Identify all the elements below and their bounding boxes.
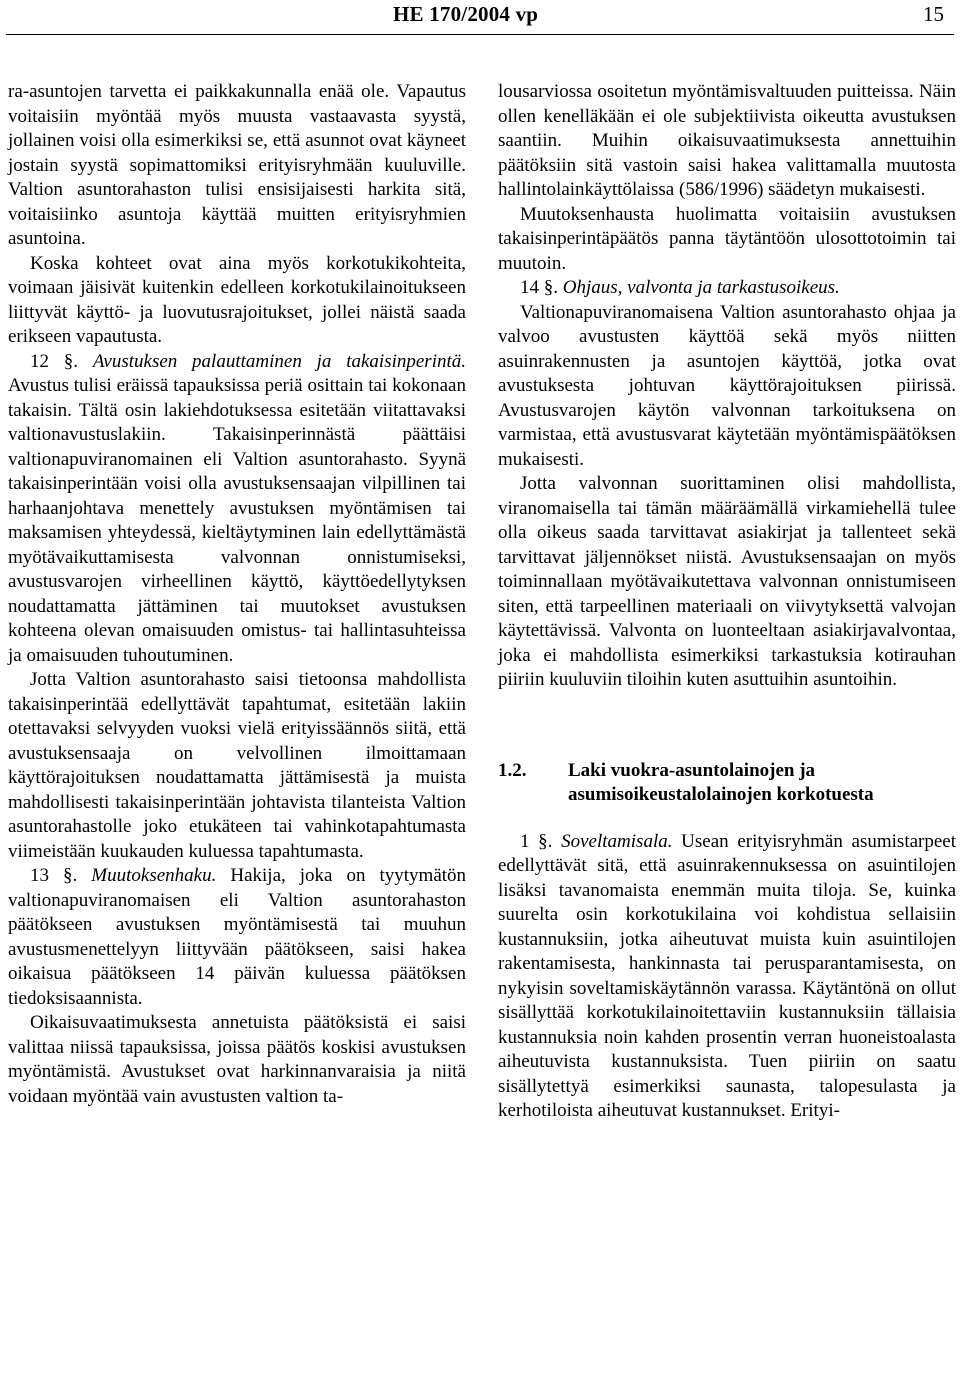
paragraph: lousarviossa osoitetun myöntämisvaltuuden puitteissa. Näin ollen kenelläkään ei ole subjektiivista oikeutta avustuksen saantiin. Muihin oikaisuvaatimuksesta annettuihin päätöksiin sitä vastoin saisi hakea valittamalla muutosta hallintolainkäyttölaissa (586/1996) säädetyn mukaisesti. — [498, 81, 956, 200]
right-column — [498, 80, 956, 1124]
section-paragraph-14 — [498, 276, 956, 301]
section-text: Avustus tulisi eräissä tapauksissa periä osittain tai kokonaan takaisin. Tältä osin lakiehdotuksessa esitetään viitattavaksi valtionavustuslakiin. Takaisinperinnästä päättäisi valtionapuviranomainen eli Valtion asuntorahasto. Syynä takaisinperintään voisi olla avustuksensaajan vilpillinen tai harhaanjohtava menettely avustuksen myöntämisen tai maksamisen yhteydessä, kieltäytyminen lain edellyttämästä myötävaikuttamisesta valvonnan onnistumiseksi, avustusvarojen virheellinen käyttö, käyttöedellytyksen noudattamatta jättäminen tai muutokset avustuksen kohteena olevan omaisuuden omistus- tai hallintasuhteissa ja omaisuuden tuhoutuminen. — [8, 375, 466, 666]
chapter-number: 1.2. — [498, 759, 527, 781]
paragraph: Jotta Valtion asuntorahasto saisi tietoonsa mahdollista takaisinperintää edellyttävät tapahtumat, esitetään lakiin otettavaksi selvyyden vuoksi vielä erityissäännös siitä, että avustuksensaaja on velvollinen ilmoittamaan käyttörajoituksen noudattamatta jättämisestä ja muista mahdollisesti takaisinperintään johtavista tilanteista Valtion asuntorahastolle joko etukäteen tai vahinkotapahtumasta viimeistään kuukauden kuluessa tapahtumasta. — [8, 669, 466, 862]
header-rule — [6, 34, 954, 35]
section-paragraph-1 — [498, 830, 956, 1124]
chapter-heading — [498, 759, 956, 808]
paragraph: Valtionapuviranomaisena Valtion asuntorahasto ohjaa ja valvoo avustusten käyttöä sekä myös niitten asuinrakennusten ja asuntojen käyttöä, jotka ovat avustuksesta johtuvan käyttörajoituksen piirissä. Avustusvarojen käytön valvonnan tarkoituksena on varmistaa, että avustusvarat käytetään myöntämispäätöksen mukaisesti. — [498, 301, 956, 470]
paragraph: ra-asuntojen tarvetta ei paikkakunnalla enää ole. Vapautus voitaisiin myöntää myös muusta vastaavasta syystä, jollainen voisi olla esimerkiksi se, että asunnot ovat käyneet jostain syystä sopimattomiksi erityisryhmään kuuluville. Valtion asuntorahaston tulisi ensisijaisesti harkita sitä, voitaisiinko asuntoja käyttää muitten erityisryhmien asuntoina. — [8, 81, 466, 249]
section-number: 13 §. — [30, 865, 78, 886]
section-title: Ohjaus, valvonta ja tarkastusoikeus. — [562, 277, 840, 298]
section-text: Hakija, joka on tyytymätön valtionapuviranomaisen eli Valtion asuntorahaston päätökseen avustuksen myöntämisestä tai muuhun avustusmenettelyyn liittyvään päätökseen, saisi hakea oikaisua päätökseen 14 päivän kuluessa päätöksen tiedoksisaannista. — [8, 865, 467, 1009]
section-text: Usean erityisryhmän asumistarpeet edellyttävät sitä, että asuinrakennuksessa on asuintilojen lisäksi tavanomaista enemmän muita tiloja. Se, kuinka suurelta osin korkotukilaina voi kohdistua sellaisiin kustannuksiin, jotka aiheutuvat muista kuin asuintilojen rakentamisesta, hankinnasta tai perusparantamisesta, on nykyisin soveltamiskäytännön varassa. Käytäntönä on ollut sisällyttää korkotukilainoitettaviin kustannuksiin tällaisia kustannuksia noin kahden prosentin verran huoneistoalasta aiheutuvista kustannuksista. Tuen piiriin on saatu sisällytettyä esimerkiksi saunasta, talopesulasta ja kerhotiloista aiheutuvat kustannukset. Erityi- — [498, 830, 957, 1121]
section-paragraph-13 — [8, 864, 466, 1011]
paragraph: Muutoksenhausta huolimatta voitaisiin avustuksen takaisinperintäpäätös panna täytäntöön ulosottotoimin tai muutoin. — [498, 203, 956, 274]
section-title: Soveltamisala. — [561, 830, 673, 852]
section-number: 12 §. — [30, 350, 79, 372]
section-number: 14 §. — [520, 277, 558, 298]
paragraph: Jotta valvonnan suorittaminen olisi mahdollista, viranomaisella tai tämän määräämällä virkamiehellä tulee olla oikeus saada tarvittavat asiakirjat ja tallenteet sekä tarvittavat jäljennökset niistä. Avustuksensaajan on myös toiminnallaan myötävaikutettava valvonnan onnistumiseen siten, että tarpeellinen materiaali on viivytyksettä valvojan käytettävissä. Valvonta on luonteeltaan asiakirjavalvontaa, joka ei mahdollista esimerkiksi tarkastuksia kotirauhan piiriin kuuluviin tiloihin kuten asuttuihin asuntoihin. — [498, 473, 956, 690]
section-title: Muutoksenhaku. — [91, 865, 217, 886]
page-header — [0, 2, 960, 30]
section-paragraph-12 — [8, 350, 466, 669]
document-id: HE 170/2004 vp — [393, 2, 539, 26]
page-number: 15 — [923, 2, 944, 26]
section-number: 1 §. — [520, 830, 553, 852]
paragraph: Koska kohteet ovat aina myös korkotukikohteita, voimaan jäisivät kuitenkin edelleen korkotukilainoitukseen liittyvät käyttö- ja luovutusrajoitukset, jollei näistä saada erikseen vapautusta. — [8, 252, 466, 347]
section-title: Avustuksen palauttaminen ja takaisinperintä. — [92, 350, 466, 372]
left-column — [8, 80, 466, 1109]
chapter-title: Laki vuokra-asuntolainojen ja asumisoikeustalolainojen korkotuesta — [568, 759, 874, 805]
paragraph: Oikaisuvaatimuksesta annetuista päätöksistä ei saisi valittaa niissä tapauksissa, joissa päätös koskisi avustuksen myöntämistä. Avustukset ovat harkinnanvaraisia ja niitä voidaan myöntää vain avustusten valtion ta- — [8, 1012, 466, 1107]
